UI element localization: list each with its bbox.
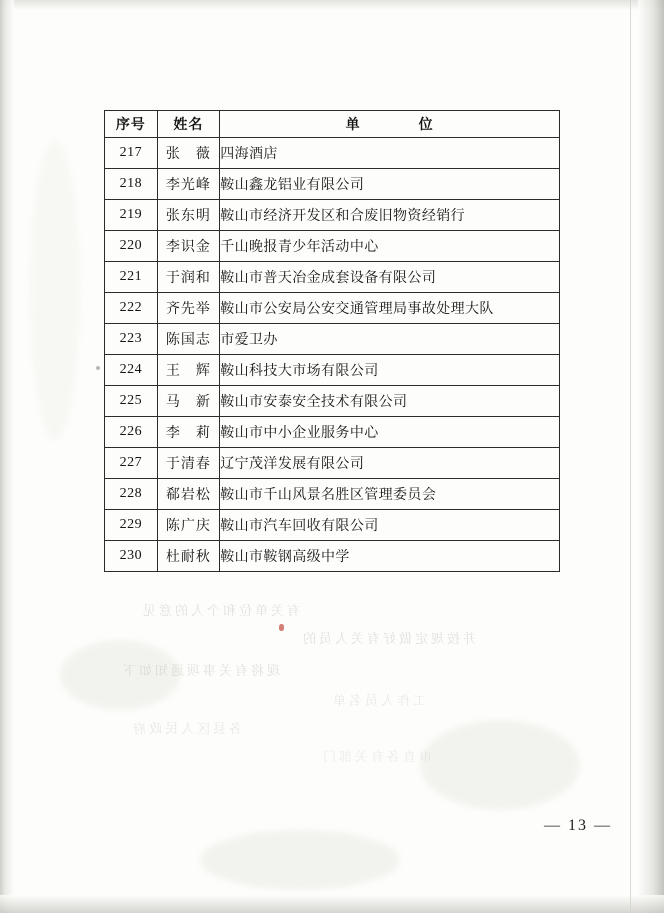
table-row — [105, 200, 560, 231]
cell-name: 郗岩松 — [157, 479, 220, 510]
cell-unit: 鞍山市千山风景名胜区管理委员会 — [220, 479, 560, 510]
table-row — [105, 169, 560, 200]
cell-name: 张东明 — [157, 200, 220, 231]
cell-seq: 228 — [105, 479, 158, 510]
roster-table — [104, 110, 560, 572]
bleed-text: 有关单位和个人的意见 — [140, 604, 301, 619]
table-row — [105, 479, 560, 510]
cell-unit: 鞍山市汽车回收有限公司 — [220, 510, 560, 541]
column-header-unit-part-1: 单 — [345, 117, 361, 133]
table-row — [105, 293, 560, 324]
cell-unit: 千山晚报青少年活动中心 — [220, 231, 560, 262]
cell-seq: 218 — [105, 169, 158, 200]
cell-unit: 鞍山市中小企业服务中心 — [220, 417, 560, 448]
cell-unit: 鞍山市安泰安全技术有限公司 — [220, 386, 560, 417]
cell-seq: 223 — [105, 324, 158, 355]
cell-seq: 222 — [105, 293, 158, 324]
cell-unit: 鞍山市经济开发区和合废旧物资经销行 — [220, 200, 560, 231]
table-row — [105, 324, 560, 355]
paper-blotch — [420, 720, 580, 810]
bleed-text: 并按规定做好有关人员的 — [300, 632, 477, 647]
cell-unit: 市爱卫办 — [220, 324, 560, 355]
cell-unit: 鞍山市公安局公安交通管理局事故处理大队 — [220, 293, 560, 324]
table-row — [105, 355, 560, 386]
red-ink-speck — [279, 624, 284, 631]
cell-seq: 217 — [105, 138, 158, 169]
table-row — [105, 417, 560, 448]
paper-blotch — [60, 640, 180, 710]
table-row — [105, 386, 560, 417]
cell-unit: 鞍山市普天冶金成套设备有限公司 — [220, 262, 560, 293]
table-header — [105, 111, 560, 138]
cell-name: 齐先举 — [157, 293, 220, 324]
cell-unit: 鞍山市鞍钢高级中学 — [220, 541, 560, 572]
paper-blotch — [30, 140, 80, 440]
table-row — [105, 448, 560, 479]
cell-name: 李光峰 — [157, 169, 220, 200]
column-header-unit-part-2: 位 — [418, 117, 434, 133]
column-header-unit — [220, 111, 560, 138]
cell-seq: 229 — [105, 510, 158, 541]
cell-seq: 220 — [105, 231, 158, 262]
cell-name: 李 莉 — [157, 417, 220, 448]
table-row — [105, 541, 560, 572]
scan-edge-bottom — [0, 895, 664, 913]
cell-name: 李识金 — [157, 231, 220, 262]
cell-seq: 224 — [105, 355, 158, 386]
column-header-name: 姓名 — [157, 111, 220, 138]
cell-name: 陈国志 — [157, 324, 220, 355]
table-body — [105, 138, 560, 572]
table-header-row — [105, 111, 560, 138]
column-header-seq: 序号 — [105, 111, 158, 138]
cell-unit: 鞍山科技大市场有限公司 — [220, 355, 560, 386]
table-row — [105, 510, 560, 541]
cell-name: 杜耐秋 — [157, 541, 220, 572]
table-row — [105, 138, 560, 169]
cell-seq: 226 — [105, 417, 158, 448]
cell-name: 张 薇 — [157, 138, 220, 169]
page-number: — 13 — — [544, 817, 612, 834]
cell-seq: 230 — [105, 541, 158, 572]
cell-unit: 四海酒店 — [220, 138, 560, 169]
table-row — [105, 262, 560, 293]
paper-blotch — [200, 830, 400, 890]
bleed-text: 市直各有关部门 — [320, 750, 433, 765]
cell-name: 马 新 — [157, 386, 220, 417]
scan-edge-left — [0, 0, 14, 913]
bleed-text: 工作人员名单 — [330, 694, 427, 709]
cell-unit: 鞍山鑫龙铝业有限公司 — [220, 169, 560, 200]
cell-seq: 225 — [105, 386, 158, 417]
table-row — [105, 231, 560, 262]
cell-seq: 227 — [105, 448, 158, 479]
cell-seq: 221 — [105, 262, 158, 293]
scan-edge-top — [0, 0, 664, 10]
cell-unit: 辽宁茂洋发展有限公司 — [220, 448, 560, 479]
cell-name: 王 辉 — [157, 355, 220, 386]
bleed-text: 各县区人民政府 — [130, 722, 243, 737]
scan-speck — [96, 366, 100, 370]
bleed-text: 现将有关事项通知如下 — [120, 664, 281, 679]
cell-seq: 219 — [105, 200, 158, 231]
cell-name: 于润和 — [157, 262, 220, 293]
paper-fold-line — [630, 0, 631, 913]
cell-name: 陈广庆 — [157, 510, 220, 541]
cell-name: 于清春 — [157, 448, 220, 479]
scan-edge-right — [638, 0, 664, 913]
